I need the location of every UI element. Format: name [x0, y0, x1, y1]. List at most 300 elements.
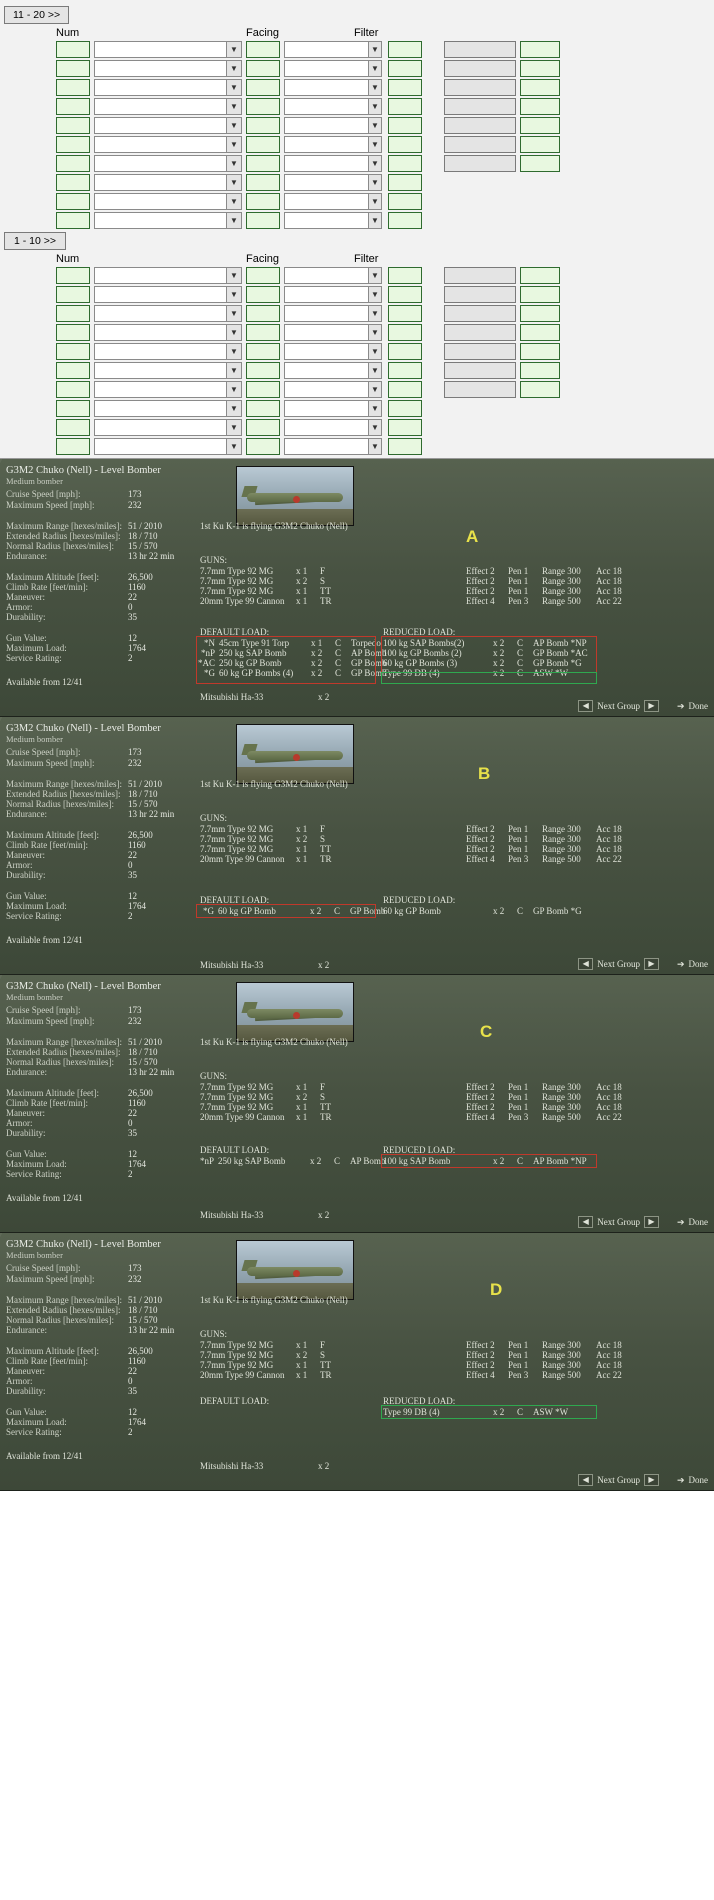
aircraft-info-panels [0, 459, 714, 1491]
chevron-down-icon[interactable]: ▼ [226, 118, 241, 133]
facing-select[interactable] [284, 362, 382, 379]
gun-qty: x 1 [296, 1370, 308, 1380]
range-button[interactable] [444, 305, 516, 322]
range-button[interactable] [444, 117, 516, 134]
stat-label: Service Rating: [6, 653, 62, 663]
filter-field[interactable] [388, 343, 422, 360]
facing-id-field[interactable] [246, 155, 280, 172]
panel-title: G3M2 Chuko (Nell) - Level Bomber [6, 465, 161, 476]
load-qty: x 2 [493, 668, 505, 678]
weapon-select[interactable] [94, 267, 242, 284]
stat-label: Maneuver: [6, 592, 45, 602]
weapon-id-field[interactable] [56, 117, 90, 134]
gun-name: 20mm Type 99 Cannon [200, 1112, 285, 1122]
load-type: AP Bomb *NP [533, 1156, 587, 1166]
facing-id-field[interactable] [246, 381, 280, 398]
facing-select[interactable] [284, 41, 382, 58]
chevron-down-icon[interactable]: ▼ [226, 194, 241, 209]
range-button[interactable] [444, 41, 516, 58]
column-header-facing: Facing [246, 27, 280, 39]
gun-range: Range 300 [542, 824, 581, 834]
gun-penetration: Pen 1 [508, 844, 529, 854]
stat-value: 232 [128, 500, 142, 510]
stat-label: Extended Radius [hexes/miles]: [6, 1047, 121, 1057]
weapon-select[interactable] [94, 286, 242, 303]
weapon-select[interactable] [94, 136, 242, 153]
chevron-down-icon[interactable]: ▼ [226, 99, 241, 114]
chevron-down-icon[interactable]: ▼ [226, 287, 241, 302]
facing-select[interactable] [284, 438, 382, 455]
page-toolbar-mid [0, 230, 714, 253]
stat-label: Armor: [6, 602, 33, 612]
chevron-down-icon[interactable]: ▼ [226, 175, 241, 190]
chevron-down-icon[interactable]: ▼ [226, 401, 241, 416]
weapon-select[interactable] [94, 193, 242, 210]
filter-field[interactable] [388, 212, 422, 229]
filter-field[interactable] [388, 136, 422, 153]
weapon-id-field[interactable] [56, 174, 90, 191]
prev-group-button[interactable]: ◀ [578, 958, 593, 970]
chevron-down-icon[interactable]: ▼ [226, 80, 241, 95]
chevron-down-icon[interactable]: ▼ [368, 175, 381, 190]
weapon-row [0, 304, 714, 323]
facing-id-field[interactable] [246, 41, 280, 58]
facing-id-field[interactable] [246, 400, 280, 417]
facing-select[interactable] [284, 155, 382, 172]
chevron-down-icon[interactable]: ▼ [226, 137, 241, 152]
gun-penetration: Pen 1 [508, 1360, 529, 1370]
filter-field[interactable] [388, 381, 422, 398]
filter-field[interactable] [388, 155, 422, 172]
filter-field[interactable] [388, 117, 422, 134]
gun-penetration: Pen 1 [508, 1092, 529, 1102]
done-icon[interactable]: ➔ [676, 958, 685, 969]
panel-letter-label: B [478, 764, 491, 783]
facing-select[interactable] [284, 212, 382, 229]
filter-field[interactable] [388, 438, 422, 455]
filter-field[interactable] [388, 324, 422, 341]
weapon-id-field[interactable] [56, 155, 90, 172]
gun-effect: Effect 2 [466, 844, 495, 854]
facing-select[interactable] [284, 267, 382, 284]
range-value-field[interactable] [520, 41, 560, 58]
range-value-field[interactable] [520, 155, 560, 172]
filter-field[interactable] [388, 98, 422, 115]
column-header-num: Num [56, 27, 80, 39]
gun-position: F [320, 1082, 326, 1092]
facing-select[interactable] [284, 117, 382, 134]
weapon-select[interactable] [94, 419, 242, 436]
chevron-down-icon[interactable]: ▼ [368, 382, 381, 397]
facing-select[interactable] [284, 343, 382, 360]
facing-id-field[interactable] [246, 117, 280, 134]
chevron-down-icon[interactable]: ▼ [226, 363, 241, 378]
engine-qty: x 2 [318, 1210, 330, 1220]
weapon-id-field[interactable] [56, 136, 90, 153]
prev-group-button[interactable]: ◀ [578, 700, 593, 712]
stat-label: Maximum Range [hexes/miles]: [6, 779, 122, 789]
gun-name: 7.7mm Type 92 MG [200, 1102, 274, 1112]
stat-value: 173 [128, 489, 142, 499]
filter-field[interactable] [388, 286, 422, 303]
range-value-placeholder [520, 212, 560, 229]
gun-effect: Effect 4 [466, 1112, 495, 1122]
chevron-down-icon[interactable]: ▼ [226, 61, 241, 76]
reduced-load-highlight [381, 1405, 597, 1419]
weapon-id-field[interactable] [56, 267, 90, 284]
panel-letter-label: A [466, 527, 479, 546]
load-capacity: C [334, 1156, 341, 1166]
chevron-down-icon[interactable]: ▼ [368, 118, 381, 133]
facing-id-field[interactable] [246, 324, 280, 341]
done-icon[interactable]: ➔ [676, 700, 685, 711]
gun-position: TT [320, 844, 331, 854]
gun-qty: x 1 [296, 1340, 308, 1350]
weapon-id-field[interactable] [56, 305, 90, 322]
load-qty: x 2 [311, 658, 323, 668]
stat-value: 1764 [128, 1159, 146, 1169]
stat-value: 22 [128, 1366, 137, 1376]
engine-name: Mitsubishi Ha-33 [200, 960, 264, 970]
range-value-field[interactable] [520, 362, 560, 379]
stat-value: 0 [128, 860, 133, 870]
stat-value: 15 / 570 [128, 1057, 158, 1067]
chevron-down-icon[interactable]: ▼ [368, 42, 381, 57]
range-value-field[interactable] [520, 98, 560, 115]
range-value-field[interactable] [520, 117, 560, 134]
chevron-down-icon[interactable]: ▼ [368, 287, 381, 302]
range-button[interactable] [444, 324, 516, 341]
filter-field[interactable] [388, 79, 422, 96]
gun-row [200, 1370, 344, 1380]
weapon-select[interactable] [94, 60, 242, 77]
load-flag: *nP [199, 1156, 214, 1166]
facing-id-field[interactable] [246, 419, 280, 436]
gun-effect: Effect 4 [466, 854, 495, 864]
stat-value: 51 / 2010 [128, 521, 163, 531]
stat-value: 15 / 570 [128, 1315, 158, 1325]
gun-position: TT [320, 1102, 331, 1112]
filter-field[interactable] [388, 362, 422, 379]
filter-field[interactable] [388, 400, 422, 417]
stat-label: Gun Value: [6, 633, 47, 643]
chevron-down-icon[interactable]: ▼ [226, 420, 241, 435]
load-qty: x 2 [311, 668, 323, 678]
chevron-down-icon[interactable]: ▼ [368, 344, 381, 359]
gun-name: 7.7mm Type 92 MG [200, 576, 274, 586]
gun-row [200, 586, 344, 596]
prev-group-button[interactable]: ◀ [578, 1474, 593, 1486]
weapon-select[interactable] [94, 324, 242, 341]
weapon-id-field[interactable] [56, 324, 90, 341]
load-qty: x 2 [493, 1156, 505, 1166]
gun-range: Range 500 [542, 596, 581, 606]
stat-label: Extended Radius [hexes/miles]: [6, 789, 121, 799]
weapon-select[interactable] [94, 41, 242, 58]
weapon-id-field[interactable] [56, 193, 90, 210]
chevron-down-icon[interactable]: ▼ [226, 344, 241, 359]
weapon-select[interactable] [94, 400, 242, 417]
facing-id-field[interactable] [246, 60, 280, 77]
column-header-filter: Filter [354, 27, 379, 39]
chevron-down-icon[interactable]: ▼ [368, 61, 381, 76]
range-value-field[interactable] [520, 79, 560, 96]
gun-range: Range 300 [542, 1102, 581, 1112]
range-value-field[interactable] [520, 381, 560, 398]
filter-field[interactable] [388, 419, 422, 436]
facing-id-field[interactable] [246, 305, 280, 322]
weapon-id-field[interactable] [56, 438, 90, 455]
weapon-id-field[interactable] [56, 362, 90, 379]
gun-qty: x 1 [296, 1360, 308, 1370]
load-flag: *G [203, 906, 214, 916]
load-type: ASW *W [533, 1407, 569, 1417]
weapon-select[interactable] [94, 98, 242, 115]
done-button[interactable]: Done [688, 701, 708, 711]
filter-field[interactable] [388, 193, 422, 210]
filter-field[interactable] [388, 305, 422, 322]
weapon-select[interactable] [94, 155, 242, 172]
chevron-down-icon[interactable]: ▼ [368, 306, 381, 321]
chevron-down-icon[interactable]: ▼ [226, 382, 241, 397]
weapon-id-field[interactable] [56, 400, 90, 417]
chevron-down-icon[interactable]: ▼ [226, 325, 241, 340]
range-button[interactable] [444, 362, 516, 379]
weapon-id-field[interactable] [56, 381, 90, 398]
chevron-down-icon[interactable]: ▼ [368, 213, 381, 228]
gun-accuracy: Acc 18 [596, 566, 622, 576]
gun-position: F [320, 824, 326, 834]
stat-value: 2 [128, 1427, 133, 1437]
gun-position: S [320, 834, 326, 844]
stat-value: 35 [128, 612, 137, 622]
weapon-id-field[interactable] [56, 419, 90, 436]
reduced-load-table [383, 906, 586, 916]
panel-button-bar [578, 958, 708, 970]
next-group-label[interactable]: Next Group [597, 701, 640, 711]
range-button[interactable] [444, 267, 516, 284]
facing-select[interactable] [284, 305, 382, 322]
facing-select[interactable] [284, 400, 382, 417]
stat-value: 35 [128, 1128, 137, 1138]
facing-id-field[interactable] [246, 286, 280, 303]
stat-value: 232 [128, 758, 142, 768]
stat-value: 51 / 2010 [128, 1295, 163, 1305]
stat-label: Endurance: [6, 1067, 47, 1077]
range-button[interactable] [444, 79, 516, 96]
range-value-field[interactable] [520, 324, 560, 341]
weapon-id-field[interactable] [56, 79, 90, 96]
next-group-button[interactable]: ▶ [644, 1474, 659, 1486]
range-button[interactable] [444, 381, 516, 398]
done-button[interactable]: Done [688, 1217, 708, 1227]
done-button[interactable]: Done [688, 959, 708, 969]
filter-field[interactable] [388, 41, 422, 58]
chevron-down-icon[interactable]: ▼ [226, 42, 241, 57]
facing-id-field[interactable] [246, 174, 280, 191]
chevron-down-icon[interactable]: ▼ [368, 80, 381, 95]
chevron-down-icon[interactable]: ▼ [368, 401, 381, 416]
load-type: GP Bomb [351, 658, 387, 668]
filter-field[interactable] [388, 174, 422, 191]
stat-value: 1764 [128, 643, 146, 653]
facing-select[interactable] [284, 381, 382, 398]
stat-value: 26,500 [128, 1088, 153, 1098]
stat-value: 2 [128, 653, 133, 663]
weapon-select[interactable] [94, 381, 242, 398]
load-qty: x 2 [310, 906, 322, 916]
facing-id-field[interactable] [246, 98, 280, 115]
facing-id-field[interactable] [246, 267, 280, 284]
range-value-placeholder [520, 193, 560, 210]
next-group-label[interactable]: Next Group [597, 1475, 640, 1485]
facing-select[interactable] [284, 79, 382, 96]
load-flag: *G [204, 668, 216, 678]
next-group-label[interactable]: Next Group [597, 1217, 640, 1227]
stat-label: Maximum Load: [6, 901, 67, 911]
filter-field[interactable] [388, 60, 422, 77]
load-type: GP Bomb *G [533, 658, 582, 668]
weapon-id-field[interactable] [56, 60, 90, 77]
weapon-select[interactable] [94, 117, 242, 134]
gun-row [200, 1340, 344, 1350]
gun-qty: x 1 [296, 566, 308, 576]
stat-value: 35 [128, 870, 137, 880]
chevron-down-icon[interactable]: ▼ [368, 156, 381, 171]
stat-label: Maneuver: [6, 1366, 45, 1376]
column-header-facing-2: Facing [246, 253, 280, 265]
chevron-down-icon[interactable]: ▼ [368, 363, 381, 378]
default-load-header: DEFAULT LOAD: [200, 1396, 270, 1406]
chevron-down-icon[interactable]: ▼ [368, 268, 381, 283]
facing-select[interactable] [284, 286, 382, 303]
range-button[interactable] [444, 343, 516, 360]
range-value-placeholder [520, 438, 560, 455]
chevron-down-icon[interactable]: ▼ [368, 99, 381, 114]
done-icon[interactable]: ➔ [676, 1216, 685, 1227]
chevron-down-icon[interactable]: ▼ [368, 137, 381, 152]
weapon-select[interactable] [94, 79, 242, 96]
page-next-button-top[interactable]: 11 - 20 >> [4, 6, 69, 24]
range-button[interactable] [444, 98, 516, 115]
stat-label: Maximum Range [hexes/miles]: [6, 1295, 122, 1305]
weapon-id-field[interactable] [56, 212, 90, 229]
done-button[interactable]: Done [688, 1475, 708, 1485]
chevron-down-icon[interactable]: ▼ [226, 306, 241, 321]
next-group-label[interactable]: Next Group [597, 959, 640, 969]
chevron-down-icon[interactable]: ▼ [368, 194, 381, 209]
weapon-select[interactable] [94, 174, 242, 191]
column-headers-top [0, 27, 714, 40]
filter-field[interactable] [388, 267, 422, 284]
guns-table [200, 1340, 344, 1380]
facing-id-field[interactable] [246, 438, 280, 455]
gun-row [200, 824, 344, 834]
range-value-field[interactable] [520, 286, 560, 303]
weapon-row [0, 135, 714, 154]
facing-select[interactable] [284, 324, 382, 341]
range-value-field[interactable] [520, 60, 560, 77]
range-value-field[interactable] [520, 305, 560, 322]
panel-subtitle: Medium bomber [6, 734, 63, 744]
range-value-field[interactable] [520, 136, 560, 153]
page-prev-button[interactable]: 1 - 10 >> [4, 232, 66, 250]
chevron-down-icon[interactable]: ▼ [368, 325, 381, 340]
next-group-button[interactable]: ▶ [644, 700, 659, 712]
stat-value: 18 / 710 [128, 1047, 158, 1057]
load-capacity: C [517, 658, 524, 668]
gun-effect: Effect 2 [466, 586, 495, 596]
stat-label: Climb Rate [feet/min]: [6, 582, 88, 592]
next-group-button[interactable]: ▶ [644, 1216, 659, 1228]
done-icon[interactable]: ➔ [676, 1474, 685, 1485]
facing-id-field[interactable] [246, 343, 280, 360]
gun-qty: x 1 [296, 596, 308, 606]
stat-value: 12 [128, 1149, 137, 1159]
facing-select[interactable] [284, 136, 382, 153]
weapon-select[interactable] [94, 212, 242, 229]
facing-select[interactable] [284, 174, 382, 191]
facing-id-field[interactable] [246, 79, 280, 96]
facing-id-field[interactable] [246, 193, 280, 210]
stat-label: Durability: [6, 1386, 46, 1396]
gun-penetration: Pen 1 [508, 1350, 529, 1360]
range-button[interactable] [444, 286, 516, 303]
range-value-field[interactable] [520, 267, 560, 284]
weapon-select[interactable] [94, 305, 242, 322]
load-qty: x 1 [311, 638, 323, 648]
range-button[interactable] [444, 136, 516, 153]
facing-id-field[interactable] [246, 136, 280, 153]
weapon-id-field[interactable] [56, 41, 90, 58]
facing-id-field[interactable] [246, 212, 280, 229]
stat-value: 0 [128, 602, 133, 612]
load-qty: x 2 [493, 658, 505, 668]
gun-effect-row [466, 1360, 626, 1370]
weapon-select[interactable] [94, 362, 242, 379]
weapon-select[interactable] [94, 343, 242, 360]
stat-value: 26,500 [128, 1346, 153, 1356]
facing-id-field[interactable] [246, 362, 280, 379]
aircraft-photo [236, 466, 354, 526]
weapon-id-field[interactable] [56, 98, 90, 115]
gun-effect-row [466, 1082, 626, 1092]
load-capacity: C [335, 658, 342, 668]
chevron-down-icon[interactable]: ▼ [368, 439, 381, 454]
weapon-select[interactable] [94, 438, 242, 455]
stat-label: Maximum Range [hexes/miles]: [6, 521, 122, 531]
range-value-field[interactable] [520, 343, 560, 360]
facing-select[interactable] [284, 60, 382, 77]
next-group-button[interactable]: ▶ [644, 958, 659, 970]
range-button[interactable] [444, 60, 516, 77]
chevron-down-icon[interactable]: ▼ [226, 439, 241, 454]
chevron-down-icon[interactable]: ▼ [226, 156, 241, 171]
chevron-down-icon[interactable]: ▼ [226, 268, 241, 283]
prev-group-button[interactable]: ◀ [578, 1216, 593, 1228]
range-button[interactable] [444, 155, 516, 172]
facing-select[interactable] [284, 419, 382, 436]
column-header-num-2: Num [56, 253, 80, 265]
weapon-id-field[interactable] [56, 343, 90, 360]
chevron-down-icon[interactable]: ▼ [368, 420, 381, 435]
panel-letter-label: C [480, 1022, 493, 1041]
facing-select[interactable] [284, 193, 382, 210]
weapon-id-field[interactable] [56, 286, 90, 303]
range-value-placeholder [520, 174, 560, 191]
chevron-down-icon[interactable]: ▼ [226, 213, 241, 228]
facing-select[interactable] [284, 98, 382, 115]
